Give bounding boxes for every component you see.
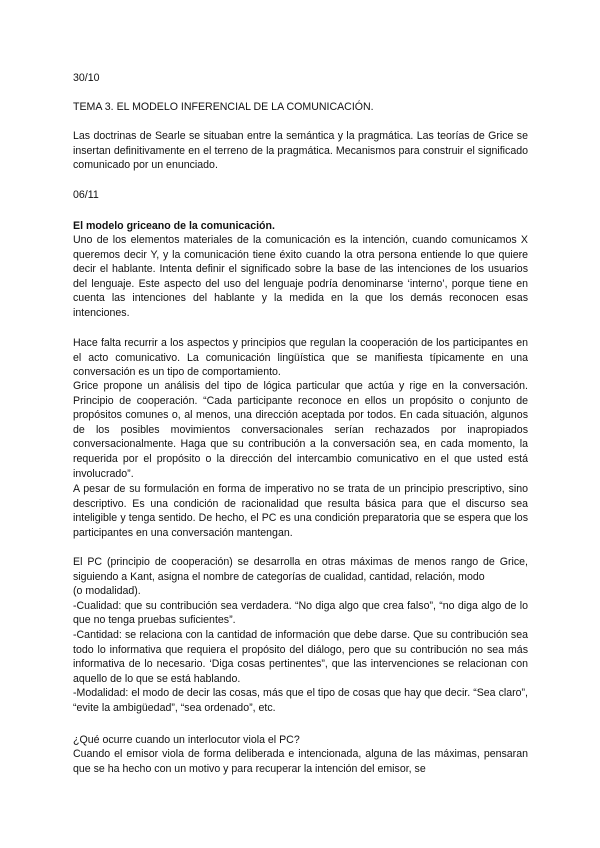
paragraph-violation: Cuando el emisor viola de forma deliberada e intencionada, alguna de las máximas, pensaran que se ha hecho con un motivo y para recuperar la intención del emisor, se (73, 748, 528, 775)
paragraph-maxims-intro-end: (o modalidad). (73, 585, 141, 598)
maxim-modality: -Modalidad: el modo de decir las cosas, más que el tipo de cosas que hay que decir. “Sea claro”, “evite la ambigüedad”, “sea ordenado”, etc. (73, 687, 528, 714)
maxim-quality: -Cualidad: que su contribución sea verdadera. “No diga algo que crea falso”, “no diga algo de lo que no tenga pruebas suficientes”. (73, 599, 528, 627)
maxim-quantity: -Cantidad: se relaciona con la cantidad de información que debe darse. Que su contribución sea todo lo informativa que requiera el propósito del diálogo, pero que su contribución no sea más informativa de lo necesario. ‘Diga cosas pertinentes”, que las intervenciones se relacionan con aquello de lo que se está hablando. (73, 628, 528, 685)
paragraph-descriptive: A pesar de su formulación en forma de imperativo no se trata de un principio prescriptivo, sino descriptivo. Es una condición de racionalidad que resulta básica para que el discurso sea inteligible y tenga sentido. De hecho, el PC es una condición preparatoria que se espera que los participantes en una conversación mantengan. (73, 483, 528, 539)
date-2: 06/11 (73, 189, 99, 201)
paragraph-cooperation: Hace falta recurrir a los aspectos y principios que regulan la cooperación de los participantes en el acto comunicativo. La comunicación lingüística que se manifiesta típicamente en una conversación es un tipo de comportamiento. (73, 337, 528, 379)
date-1: 30/10 (73, 72, 100, 84)
paragraph-maxims-intro: El PC (principio de cooperación) se desarrolla en otras máximas de menos rango de Grice, siguiendo a Kant, asigna el nombre de categorías de cualidad, cantidad, relación, modo (73, 556, 528, 583)
question-heading: ¿Qué ocurre cuando un interlocutor viola el PC? (73, 734, 300, 746)
theme-title: TEMA 3. EL MODELO INFERENCIAL DE LA COMUNICACIÓN. (73, 101, 374, 113)
paragraph-grice-principle: Grice propone un análisis del tipo de lógica particular que actúa y rige en la conversación. Principio de cooperación. “Cada participante reconoce en ellos un propósito o conjunto de propósitos comunes o, al menos, una dirección aceptada por todos. En cada situación, algunos de los posibles movimientos conversacionales serían rechazados por inapropiados conversacionalmente. Haga que su contribución a la conversación sea, en cada momento, la requerida por el propósito o la dirección del intercambio comunicativo en el que usted está involucrado”. (73, 380, 528, 480)
intro-paragraph: Las doctrinas de Searle se situaban entre la semántica y la pragmática. Las teorías de Grice se insertan definitivamente en el terreno de la pragmática. Mecanismos para construir el significado comunicado por un enunciado. (73, 130, 528, 172)
paragraph-intention: Uno de los elementos materiales de la comunicación es la intención, cuando comunicamos X queremos decir Y, y la comunicación tiene éxito cuando la otra persona entiende lo que quiere decir el hablante. Intenta definir el significado sobre la base de las intenciones de los usuarios del lenguaje. Este aspecto del uso del lenguaje podría denominarse ‘interno’, porque tiene en cuenta las intenciones del hablante y la medida en la que los demás reconocen esas intenciones. (73, 234, 528, 319)
maxims-section (73, 555, 528, 716)
section-heading: El modelo griceano de la comunicación. (73, 220, 275, 232)
